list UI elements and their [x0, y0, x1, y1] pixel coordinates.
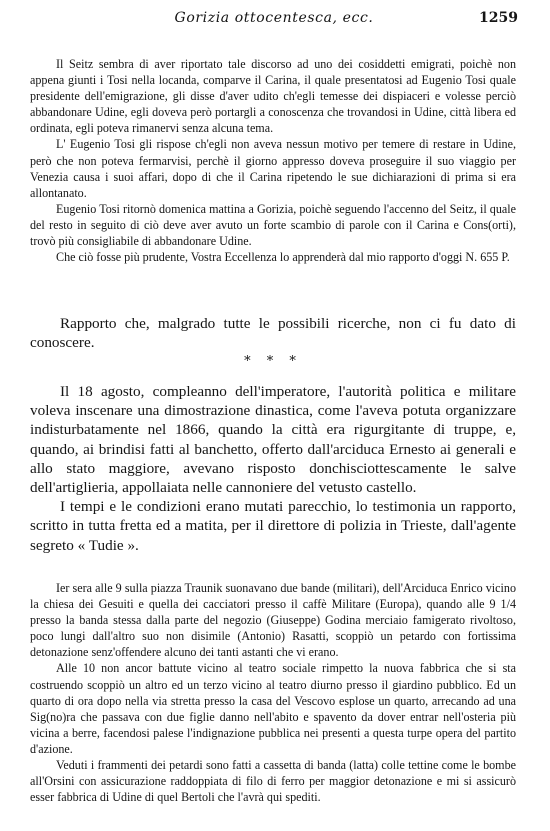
narrative-block	[30, 382, 516, 555]
paragraph-august-18: Il 18 agosto, compleanno dell'imperatore, l'autorità politica e militare voleva inscenare una dimostrazione dinastica, come l'aveva potuta organizzare indisturbatamente nel 1866, quando la città era rigurgitante di truppe, e, quando, ai brindisi fatti al banchetto, offerto dall'arciduca Ernesto ai generali e allo stato maggiore, avevano risposto donchisciottescamente le salve dell'artiglieria, appollaiata nelle cannoniere del vetusto castello.	[30, 383, 516, 497]
page-header	[30, 10, 518, 30]
section-separator: * * *	[244, 354, 302, 369]
running-title: Gorizia ottocentesca, ecc.	[174, 10, 374, 26]
agent-report-block	[30, 580, 516, 805]
page-number: 1259	[479, 10, 518, 26]
missing-report-note	[30, 314, 516, 352]
paragraph-seitz-discourse: Il Seitz sembra di aver riportato tale discorso ad uno dei cosiddetti emigrati, poichè non appena giunti i Tosi nella locanda, comparve il Carina, il quale presentatosi ad Eugenio Tosi quale presidente dell'emigrazione, gli disse d'aver udito ch'egli temesse dei dispiaceri e volesse perciò abbandonare Udine, egli doveva però portargli a conoscenza che trovandosi in Udine, città libera ed ordinata, egli poteva rimanervi senza alcuna tema.	[30, 57, 516, 136]
paragraph-times-changed: I tempi e le condizioni erano mutati parecchio, lo testimonia un rapporto, scritto in tutta fretta ed a matita, per il direttore di polizia in Trieste, dall'agente segreto « Tudie ».	[30, 498, 516, 554]
paragraph-tosi-reply: L' Eugenio Tosi gli rispose ch'egli non aveva nessun motivo per temere di restare in Udine, però che non poteva fermarvisi, perchè il giorno appresso doveva proseguire il suo viaggio per Venezia causa i suoi affari, dopo di che il Carina ripetendo le sue dichiarazioni di prima si era allontanato.	[30, 137, 516, 200]
paragraph-petard-theatre: Alle 10 non ancor battute vicino al teatro sociale rimpetto la nuova fabbrica che si sta costruendo scoppiò un altro ed un terzo vicino al teatro diurno presso il giardino pubblico. Ed un quarto di ora dopo nella via stretta presso la casa del Vescovo esplose un quarto, arrecando ad una Sig(no)ra che passava con due figlie danno nell'abito e spavento da dover entrar nell'osteria più vicina a berre, facendosi palese l'indignazione pubblica nei presenti a questa turpe opera del partito d'azione.	[30, 661, 516, 756]
paragraph-missing-report: Rapporto che, malgrado tutte le possibili ricerche, non ci fu dato di conoscere.	[30, 315, 516, 352]
paragraph-petard-fragments: Veduti i frammenti dei petardi sono fatti a cassetta di banda (latta) colle tettine come le bombe all'Orsini con assicurazione raddoppiata di filo di ferro per maggior detonazione e mi si assicurò esser fabbrica di Udine di quel Bertoli che l'avrà qui spediti.	[30, 758, 516, 805]
report-paragraphs-block	[30, 56, 516, 265]
paragraph-tosi-return: Eugenio Tosi ritornò domenica mattina a Gorizia, poichè seguendo l'accenno del Seitz, il quale del resto in seguito di ciò deve aver avuto un forte scambio di parole con il Carina e Cons(orti), trovò più consigliabile di abbandonare Udine.	[30, 201, 516, 249]
paragraph-petard-traunik: Ier sera alle 9 sulla piazza Traunik suonavano due bande (militari), dell'Arciduca Enrico vicino la chiesa dei Gesuiti e quella dei cacciatori presso il caffè Militare (Europa), quando alle 9 1/4 presso la banda stessa dalla parte del negozio (Giuseppe) Godina merciaio famigerato rivoltoso, poco lungi dall'altro suo non disimile (Antonio) Rasatti, scoppiò un petardo con fortissima detonazione senz'offendere alcuno dei tanti astanti che vi erano.	[30, 581, 516, 660]
paragraph-report-reference: Che ciò fosse più prudente, Vostra Eccellenza lo apprenderà dal mio rapporto d'oggi N. 655 P.	[56, 250, 510, 265]
